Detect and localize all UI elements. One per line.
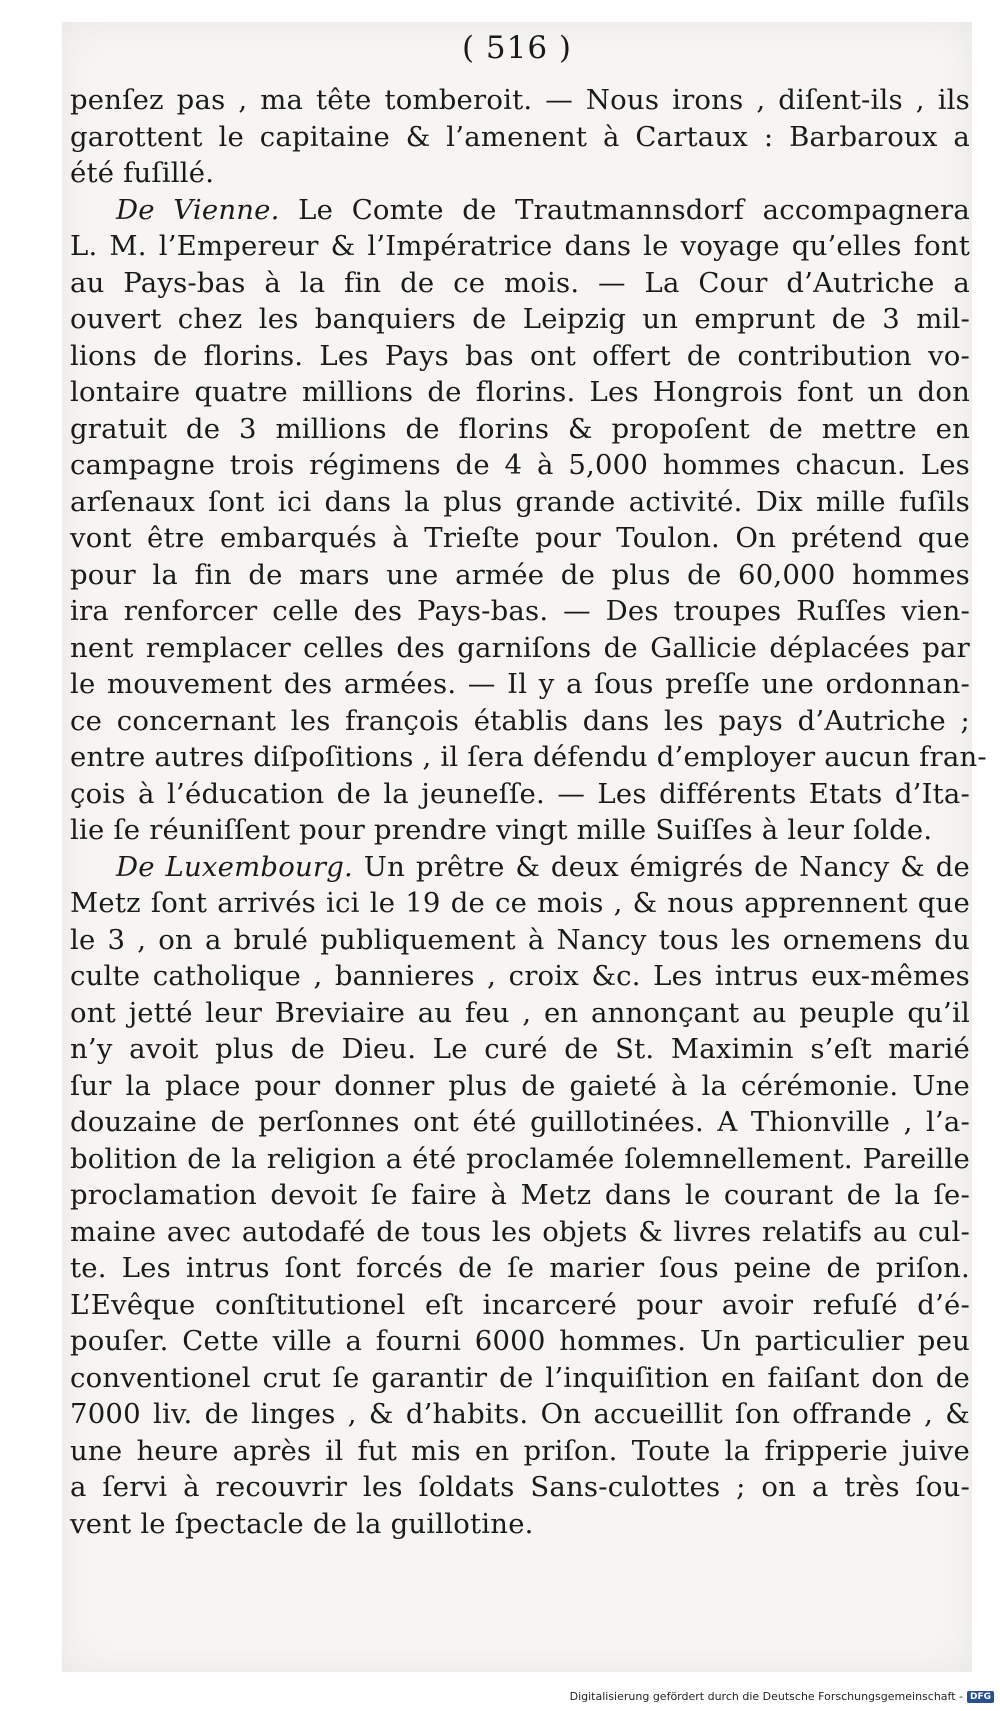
text-line (70, 703, 970, 740)
text-line (70, 1323, 970, 1360)
text-line (70, 593, 970, 630)
text-line (70, 812, 970, 849)
text-line (70, 1141, 970, 1178)
text-line (70, 1469, 970, 1506)
text-line (70, 1177, 970, 1214)
line-text: au Pays-bas à la fin de ce mois. — La Cour d’Autriche a (70, 266, 970, 299)
text-line (70, 192, 970, 229)
line-text: ont jetté leur Breviaire au feu , en annonçant au peuple qu’il (70, 996, 970, 1029)
line-text: conventionel crut ſe garantir de l’inquiſition en faiſant don de (70, 1361, 970, 1394)
line-text: çois à l’éducation de la jeuneſſe. — Les différents Etats d’Ita- (70, 777, 970, 810)
text-line (70, 557, 970, 594)
line-text: nent remplacer celles des garniſons de Gallicie déplacées par (70, 631, 970, 664)
text-line (70, 301, 970, 338)
line-text: L’Evêque conſtitutionel eſt incarceré pour avoir refuſé d’é- (70, 1288, 970, 1321)
line-text: le 3 , on a brulé publiquement à Nancy tous les ornemens du (70, 923, 970, 956)
article-body (70, 82, 987, 1542)
line-text: arſenaux ſont ici dans la plus grande activité. Dix mille fuſils (70, 485, 970, 518)
text-line (70, 666, 970, 703)
digitization-credit (570, 1690, 994, 1703)
text-line (70, 119, 970, 156)
line-text: campagne trois régimens de 4 à 5,000 hommes chacun. Les (70, 449, 970, 481)
text-line (70, 630, 970, 667)
text-line (70, 1396, 970, 1433)
line-text: a ſervi à recouvrir les ſoldats Sans-culottes ; on a très ſou- (70, 1471, 970, 1503)
text-line (70, 1031, 970, 1068)
line-text: bolition de la religion a été proclamée ſolemnellement. Pareille (70, 1142, 970, 1175)
text-line (70, 849, 970, 886)
line-text: 7000 liv. de linges , & d’habits. On accueillit ſon offrande , & (70, 1398, 970, 1430)
line-text: lontaire quatre millions de florins. Les Hongrois font un don (70, 376, 970, 408)
text-line (70, 885, 970, 922)
text-line (70, 228, 970, 265)
line-text: Metz ſont arrivés ici le 19 de ce mois , & nous apprennent que (70, 887, 970, 919)
document-page (62, 22, 987, 1672)
line-text: le mouvement des armées. — Il y a ſous preſſe une ordonnan- (70, 668, 970, 700)
line-text: n’y avoit plus de Dieu. Le curé de St. Maximin s’eſt marié (70, 1033, 970, 1065)
text-line (70, 265, 970, 302)
line-text: lie ſe réuniſſent pour prendre vingt mille Suiſſes à leur ſolde. (70, 814, 933, 846)
text-line (70, 1506, 970, 1543)
text-line (70, 1360, 970, 1397)
text-line (70, 484, 970, 521)
text-line (70, 1250, 970, 1287)
line-text: vont être embarqués à Trieſte pour Toulon. On prétend que (70, 522, 970, 554)
dfg-logo: DFG (967, 1691, 994, 1703)
line-text: pour la fin de mars une armée de plus de 60,000 hommes (70, 558, 970, 591)
text-line (70, 411, 970, 448)
text-line (70, 1068, 970, 1105)
text-line (70, 520, 970, 557)
line-text: Un prêtre & deux émigrés de Nancy & de (352, 850, 970, 883)
line-text: gratuit de 3 millions de florins & propoſent de mettre en (70, 412, 970, 445)
line-text: maine avec autodafé de tous les objets & livres relatifs au cul- (70, 1215, 970, 1248)
text-line (70, 958, 970, 995)
line-text: penſez pas , ma tête tomberoit. — Nous irons , diſent-ils , ils (70, 84, 970, 116)
text-line (70, 82, 970, 119)
text-line (70, 995, 970, 1032)
text-line (70, 155, 970, 192)
credit-text: Digitalisierung gefördert durch die Deutsche Forschungsgemeinschaft - (569, 1690, 963, 1703)
line-text: L. M. l’Empereur & l’Impératrice dans le voyage qu’elles font (70, 230, 970, 262)
text-line (70, 447, 970, 484)
line-text: pouſer. Cette ville a fourni 6000 hommes. Un particulier peu (70, 1325, 970, 1357)
line-text: garottent le capitaine & l’amenent à Cartaux : Barbaroux a (70, 120, 970, 153)
line-text: ouvert chez les banquiers de Leipzig un emprunt de 3 mil- (70, 303, 970, 335)
line-text: lions de florins. Les Pays bas ont offert de contribution vo- (70, 339, 970, 372)
line-text: culte catholique , bannieres , croix &c. Les intrus eux-mêmes (70, 960, 970, 992)
line-text: une heure après il fut mis en priſon. Toute la fripperie juive (70, 1434, 970, 1467)
line-text: ira renforcer celle des Pays-bas. — Des troupes Ruſſes vien- (70, 595, 970, 627)
line-text: ce concernant les françois établis dans les pays d’Autriche ; (70, 704, 970, 737)
text-line (70, 1433, 970, 1470)
text-line (70, 739, 987, 776)
text-line (70, 1214, 970, 1251)
line-text: douzaine de perſonnes ont été guillotinées. A Thionville , l’a- (70, 1106, 970, 1138)
line-text: Le Comte de Trautmannsdorf accompagnera (279, 193, 971, 226)
text-line (70, 338, 970, 375)
text-line (70, 1287, 970, 1324)
line-text: été fuſillé. (70, 157, 215, 189)
dateline: De Vienne. (116, 193, 280, 226)
text-line (70, 1104, 970, 1141)
text-line (70, 922, 970, 959)
page-number: ( 516 ) (461, 30, 573, 66)
dateline: De Luxembourg. (116, 850, 353, 883)
line-text: te. Les intrus ſont forcés de ſe marier ſous peine de priſon. (70, 1252, 970, 1284)
line-text: ſur la place pour donner plus de gaieté à la cérémonie. Une (70, 1069, 970, 1102)
text-line (70, 374, 970, 411)
line-text: vent le ſpectacle de la guillotine. (70, 1507, 534, 1540)
text-line (70, 776, 970, 813)
line-text: entre autres diſpoſitions , il ſera défendu d’employer aucun fran- (70, 741, 987, 773)
line-text: proclamation devoit ſe faire à Metz dans le courant de la ſe- (70, 1179, 970, 1211)
